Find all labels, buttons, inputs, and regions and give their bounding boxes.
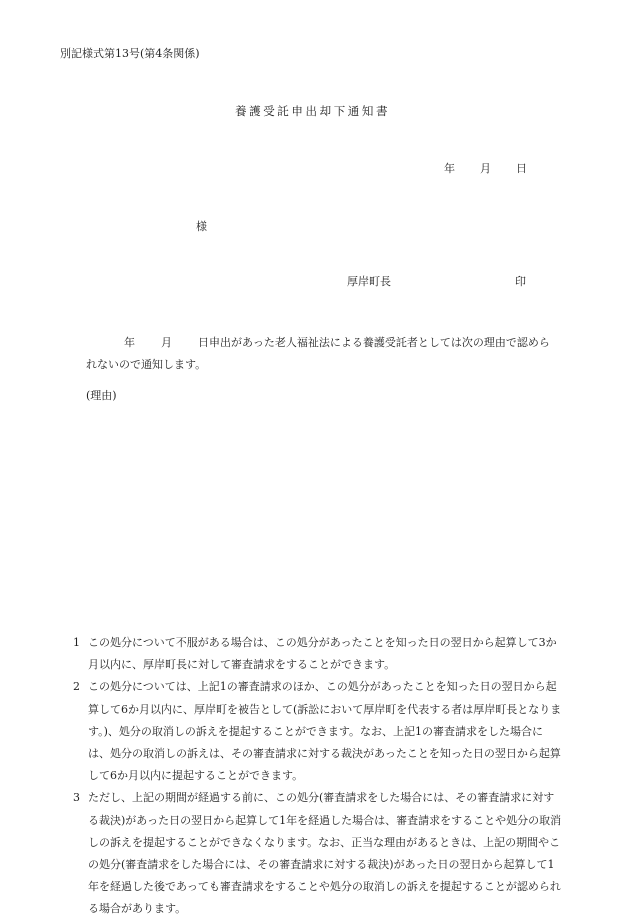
date-month-label: 月 — [480, 162, 491, 175]
body-text: 日申出があった老人福祉法による養護受託者としては次の理由で認められないので通知します。 — [86, 336, 550, 371]
body-year-label: 年 — [124, 336, 135, 349]
note-number: 2 — [73, 680, 80, 694]
date-day-label: 日 — [516, 162, 527, 175]
note-number: 3 — [73, 791, 80, 805]
note-item — [73, 632, 563, 676]
document-title: 養護受託申出却下通知書 — [235, 104, 391, 118]
note-text: ただし、上記の期間が経過する前に、この処分(審査請求をした場合には、その審査請求に対する裁決)があった日の翌日から起算して1年を経過した場合は、審査請求をすることや処分の取消しの訴えを提起することができなくなります。なお、正当な理由があるときは、上記の期間やこの処分(審査請求をした場合には、その審査請求に対する裁決)があった日の翌日から起算して1年を経過した後であっても審査請求をすることや処分の取消しの訴えを提起することが認められる場合があります。 — [88, 791, 562, 916]
note-text: この処分については、上記1の審査請求のほか、この処分があったことを知った日の翌日から起算して6か月以内に、厚岸町を被告として(訴訟において厚岸町を代表する者は厚岸町長となります。)、処分の取消しの訴えを提起することができます。なお、上記1の審査請求をした場合には、処分の取消しの訴えは、その審査請求に対する裁決があったことを知った日の翌日から起算して6か月以内に提起することができます。 — [88, 680, 562, 783]
date-year-label: 年 — [444, 162, 455, 175]
notice-body — [86, 332, 554, 376]
note-text: この処分について不服がある場合は、この処分があったことを知った日の翌日から起算して3か月以内に、厚岸町長に対して審査請求をすることができます。 — [88, 636, 557, 672]
notes-list — [73, 632, 563, 921]
reason-label: (理由) — [86, 389, 117, 402]
body-month-label: 月 — [161, 336, 172, 349]
note-number: 1 — [73, 636, 80, 649]
addressee-suffix: 様 — [196, 220, 207, 233]
seal-mark: 印 — [515, 275, 526, 288]
note-item — [73, 676, 563, 787]
note-item — [73, 787, 563, 920]
issuer-name: 厚岸町長 — [347, 275, 391, 288]
date-line — [444, 163, 527, 174]
form-number: 別記様式第13号(第4条関係) — [60, 47, 200, 60]
